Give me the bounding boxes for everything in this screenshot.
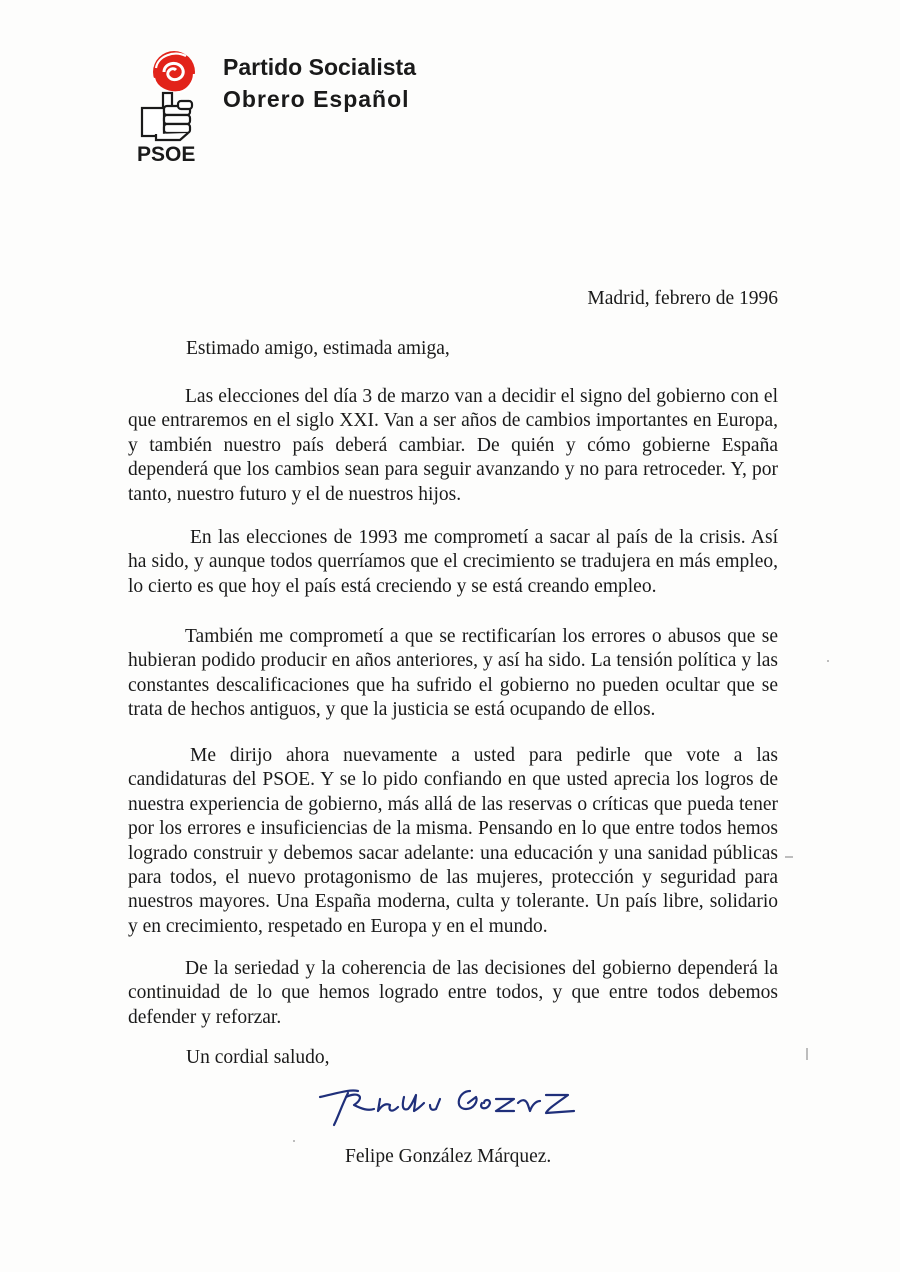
paragraph-4 [128, 744, 778, 939]
scan-speck [806, 1048, 808, 1060]
signer-name: Felipe González Márquez. [345, 1146, 552, 1167]
logo-acronym: PSOE [137, 143, 196, 166]
handwritten-signature-icon [318, 1075, 580, 1131]
salutation: Estimado amigo, estimada amiga, [186, 338, 450, 359]
paragraph-2 [128, 526, 778, 599]
paragraph-text: También me comprometí a que se rectificarían los errores o abusos que se hubieran podido producir en años anteriores, y así ha sido. La tensión política y las constantes descalificaciones que ha sufrido el gobierno no pueden ocultar que se trata de hechos antiguos, y que la justicia se está ocupando de ellos. [128, 626, 778, 721]
party-name [223, 51, 416, 115]
party-name-line2: Obrero Español [223, 86, 410, 112]
paragraph-text: En las elecciones de 1993 me comprometí a sacar al país de la crisis. Así ha sido, y aunque todos querríamos que el crecimiento se tradujera en más empleo, lo cierto es que hoy el país está creciendo y se está creando empleo. [128, 527, 778, 597]
psoe-rose-fist-icon [134, 48, 212, 144]
paragraph-3 [128, 625, 778, 723]
fist-icon [142, 93, 192, 140]
letter-date: Madrid, febrero de 1996 [587, 288, 778, 309]
scan-speck [827, 660, 829, 662]
party-name-line1: Partido Socialista [223, 54, 417, 80]
scan-speck [293, 1140, 295, 1142]
closing: Un cordial saludo, [186, 1047, 330, 1068]
scan-speck [785, 856, 793, 858]
paragraph-1 [128, 385, 778, 507]
paragraph-5 [128, 957, 778, 1030]
paragraph-text: Me dirijo ahora nuevamente a usted para pedirle que vote a las candidaturas del PSOE. Y se lo pido confiando en que usted aprecia los logros de nuestra experiencia de gobierno, más allá de las reservas o críticas que pueda tener por los errores e insuficiencias de la misma. Pensando en lo que entre todos hemos logrado construir y debemos sacar adelante: una educación y una sanidad públicas para todos, el nuevo protagonismo de las mujeres, protección y seguridad para nuestros mayores. Una España moderna, culta y tolerante. Un país libre, solidario y en crecimiento, respetado en Europa y en el mundo. [128, 745, 778, 937]
paragraph-text: Las elecciones del día 3 de marzo van a decidir el signo del gobierno con el que entraremos en el siglo XXI. Van a ser años de cambios importantes en Europa, y también nuestro país deberá cambiar. De quién y cómo gobierne España dependerá que los cambios sean para seguir avanzando y no para retroceder. Y, por tanto, nuestro futuro y el de nuestros hijos. [128, 386, 778, 505]
paragraph-text: De la seriedad y la coherencia de las decisiones del gobierno dependerá la continuidad de lo que hemos logrado entre todos, y que entre todos debemos defender y reforzar. [128, 958, 778, 1028]
rose-icon [153, 51, 195, 93]
